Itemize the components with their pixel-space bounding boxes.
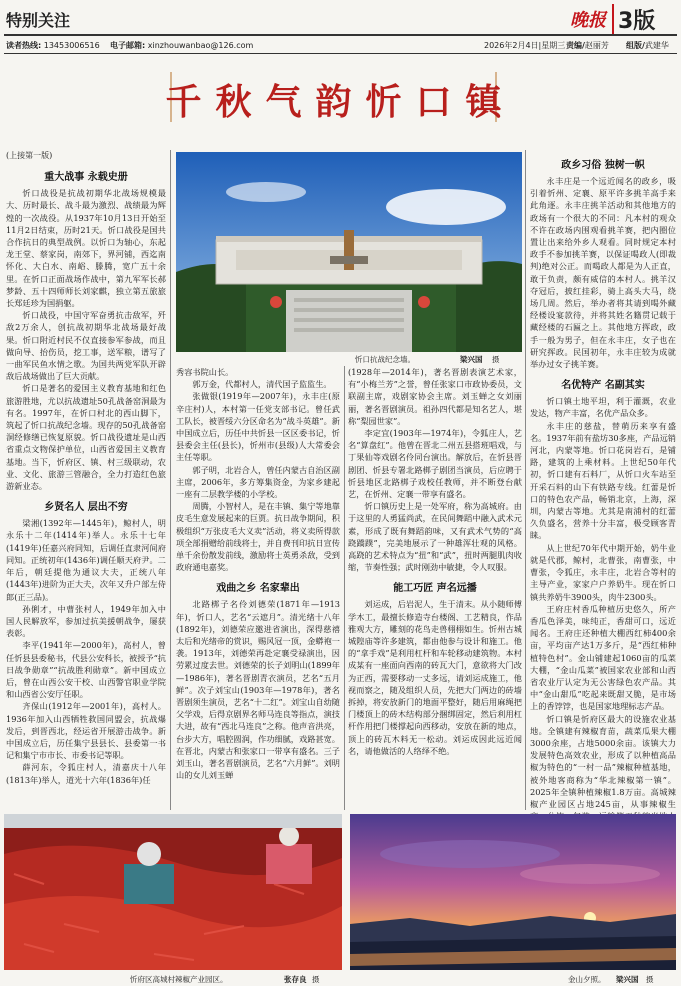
paragraph: 永丰庄的慈盐，替萌历来享有盛名。1937年前有盐坊30多座，产品远销河北，内蒙等地。忻口花岗岩石，是铺路，建筑的上乘材料。上世纪50年代初，忻口建有石料厂，从忻口火车站至开采石料的山下有铁路专线。红蕾是忻口的特色农产品，畅销北京，上海，深圳，内蒙古等地。尤其是南浦村的红蕾久负盛名，营养十分丰富，极受顾客青睐。 — [530, 420, 676, 541]
editor-name: 赵丽芳 — [584, 41, 609, 50]
page-header — [0, 0, 681, 62]
layout-label: 组版/ — [626, 41, 645, 50]
paragraph: 周腾，小智村人，是在丰镇、集宁等地靠皮毛生意发展起来的巨贾。抗日战争期间，积极组织“万张皮毛大义卖”活动，将义卖所得款项全部捐赠给前线将士，并自费刊印抗日宣传单千余份散发前线，激励将士英勇杀敌，受到政府通电嘉奖。 — [176, 501, 340, 573]
masthead-bar — [4, 34, 677, 54]
paragraph: 从上世纪70年代中期开始，奶牛业就是代郡，鲸村，北曹张，南曹张，中曹张，令狐庄，永丰庄，北岩合等村的主导产业，家家户户养奶牛。现在忻口镇共养奶牛3900头，肉牛2300头。 — [530, 542, 676, 602]
page-number: 3版 — [612, 4, 655, 35]
heading-customs: 政乡习俗 独树一帜 — [561, 160, 645, 171]
layout-name: 武建华 — [644, 41, 669, 50]
paragraph: 刘运成，后岩泥人，生于清末。从小随师傅学木工，最擅长修造寺台楼阁、工艺精良，作品雅观大方，雕刻的花鸟走兽栩栩如生。忻州古城城隍庙等许多建筑，都由他参与设计和施工。他的“拿手戏”是利用杠杆和车轮移动建筑物。本村成某有一座面向西南的砖瓦大门，意欲将大门改为正西，需要移动一丈多远，请刘运成施工，他视而察之，随及组织人员，先把大门两边的砖墙拆掉，将安放新门的地面平整好，随后用麻绳把门楼顶上的砖木结构部分捆绑固定，然后利用杠杆作用把门楼撑起向西移动，安放在新的地点，顶上的砖瓦木料无一松动。刘运成因此远近闻名，请他做活的人络绎不绝。 — [348, 599, 522, 756]
heading-specialties: 名优特产 名副其实 — [561, 380, 645, 392]
paragraph: 齐保山(1912年—2001年)，高村人。1936年加入山西牺牲救国同盟会，抗战爆发后，到晋西北，经运省开展游击战争。新中国成立后，历任集宁县县长、县委第一书记和集宁市市长、市委书记等职。 — [6, 701, 166, 761]
hotline-number: 13453006516 — [43, 41, 100, 50]
editor-label: 责编/ — [566, 41, 585, 50]
paragraph: 北路梆子名伶刘德荣(1871年—1913年)，忻口人，艺名“云遮月”。清光绪十八年(1892年)，刘德荣应邀进省演出，深得慈禧太后和光绪帝的赏识，赐风冠一顶，金蟒袍一袭。1913年，刘德荣再赴定襄受禄演出，因劳累过度去世。刘德荣的长子刘明山(1899年—1986年)，著名晋剧青衣演员，艺名“五月鲜”。次子刘宝山(1903年—1978年)，著名晋剧须生演员，艺名“十二红”。刘宝山自幼随父学戏，后得京剧界名师马连良等指点，演技大进，故有“西北马连良”之称。他声音洪亮，台步大方，唱腔圆润，作功细腻，戏路甚宽。在晋北，内蒙古和张家口一带享有盛名。三子刘玉山，著名晋剧演员，艺名“六月鲜”。刘明山的女儿刘玉蝉 — [176, 599, 340, 781]
sunset-photo-credit: 梁兴国 — [616, 975, 639, 984]
paragraph: 梁湘(1392年—1445年)，鲸村人，明永乐十二年(1414年)举人。永乐十七年(1419年)任嘉兴府同知，后调任直隶河间府同知。正统初年(1436年)调任顺天府尹。二年后，朝廷提他为通议大夫，正统八年(1443年)进阶为正大夫，次年又升户部左侍郎(正三品)。 — [6, 518, 166, 602]
newspaper-logo: 晚报 — [570, 10, 606, 31]
paragraph: 永丰庄是一个远近闻名的政乡，吸引着忻州、定襄、原平许多挑羊高手来此角逐。永丰庄挑羊活动和其他地方的政场有一个很大的不同：凡本村的观众不许在政场内围观看挑羊赛，把内圈位置让出来给外乡人观看。同时规定本村政手不参加挑羊赛，以保证喝政人(即裁判)绝对公正。而喝政人都是为人正直，敢于负责，颇有威信的本村人。挑羊汉夺冠后，披红挂彩，骑上高头大马，绕场几周。然后，举办者将其请到喝外藏经楼设宴款待，并将其姓名籍贯记载于藏经楼的石匾之上。其他地方挥政，政手一般为男子，但在永丰庄，女子也在研究挥政。民国初年，永丰庄较为成就举办过女子挑羊赛。 — [530, 176, 676, 370]
paragraph: 忻口镇土地平坦，利于灌溉，农业发达，物产丰富，名优产品众多。 — [530, 396, 676, 419]
heading-opera: 戏曲之乡 名家辈出 — [216, 583, 300, 595]
heading-notable-people: 乡贤名人 层出不穷 — [44, 502, 128, 514]
column-4 — [530, 150, 676, 810]
memorial-wall-image — [176, 152, 522, 352]
paragraph: 秀容书院山长。 — [176, 367, 234, 377]
sunset-image — [350, 814, 676, 970]
paragraph: 李平(1941年—2000年)，高村人，曾任忻县县委秘书，代县公安科长，被授予“抗日战争勋章”“抗战胜利勋章”。新中国成立后，曾在山西公安干校、山西警官职业学院和山西省公安厅任职。 — [6, 640, 166, 700]
paragraph: 忻口战役是抗战初期华北战场规模最大、历时最长、战斗最为激烈、战绩最为辉煌的一次战役。从1937年10月13日开始至11月2日结束，历时21天。忻口战役是国共合作抗日的典型战例。以忻口为轴心，东起龙王堂、蔡家岗，南郊下，界河铺，西迄南怀化、大白水、南峪、滕腾，宽广五十余里。在忻口正面战场作战中，第九军军长郝梦龄、五十四师师长刘家麒，独立第五旅旅长郑廷珍为国捐躯。 — [6, 188, 166, 309]
paragraph: 张做银(1919年—2007年)，永丰庄(原辛庄村)人，本村第一任党支部书记。曾任武工队长，被晋绥六分区命名为“战斗英雄”。新中国成立后，历任中共忻县一区区委书记，忻县委会主任(县长)，忻州市(县级)人大常委会主任等职。 — [176, 391, 340, 463]
headline-title: 千秋气韵忻口镇 — [165, 81, 516, 123]
heading-craftsmen: 能工巧匠 声名远播 — [393, 583, 477, 595]
column-3 — [348, 366, 522, 810]
email-label: 电子邮箱: — [110, 41, 146, 50]
paragraph: 王府庄村香瓜种植历史悠久，所产香瓜色泽美，味纯正，香甜可口，远近闻名。王府庄还种植大棚西红柿400余亩，平均亩产达1万多斤，是“西红柿种植特色村”。金山铺建起1060亩的瓜菜大棚，“金山瓜菜”被国家农业部和山西省农业厅认定为无公害绿色农产品。其中“金山甜瓜”吃起来既甜又脆，是市场上的香饽饽，也是国家地理标志产品。 — [530, 603, 676, 712]
paragraph: 薛河东，令狐庄村人，清嘉庆十八年(1813年)举人，道光十六年(1836年)任 — [6, 762, 166, 785]
pepper-photo-credit-suffix: 摄 — [312, 975, 320, 984]
issue-date: 2026年2月4日|星期三 — [484, 41, 566, 50]
column-1 — [6, 150, 166, 810]
memorial-wall-photo — [176, 152, 522, 352]
hotline-label: 读者热线: — [6, 41, 42, 50]
paragraph: (1928年—2014年)，著名晋剧表演艺术家，有“小梅兰芳”之誉，曾任张家口市政协委员，文联副主席，戏剧家协会主席。刘玉蝉之女刘丽丽，著名晋剧演员。祖孙四代都是知名艺人，堪称“梨园世家”。 — [348, 367, 522, 426]
sunset-photo-caption: 金山夕照。 — [568, 975, 606, 984]
pepper-photo-caption: 忻府区高城村辣椒产业园区。 — [130, 975, 228, 984]
memorial-wall-caption: 忻口抗战纪念墙。 — [355, 355, 415, 364]
column-2 — [176, 366, 340, 810]
email-address[interactable]: xinzhouwanbao@126.com — [147, 41, 254, 50]
pepper-industry-image — [4, 814, 342, 970]
headline-banner — [0, 62, 681, 148]
paragraph: 忻口战役，中国守军奋勇抗击敌军，歼敌2万余人，创抗战初期华北战场最好战果。忻口附近村民不仅直接参军参战，而且做向导、抬伤员，挖工事，送军粮，谱写了一曲军民鱼水情之歌。为国共两党军队开辟敌后战场做出了巨大贡献。 — [6, 310, 166, 382]
column-divider — [344, 366, 345, 810]
paragraph: 忻口镇历史上是一处军府，称为高城府。由于这里的人勇猛尚武，在民间舞蹈中融入武术元素，形成了既有舞蹈韵味，又有武术气势的“高跷蹻蹼”，完美地展示了一种雄浑壮观的风格。高跷的艺术特点为“扭”和“武”，扭时两腿肌肉收缩，节奏性强；武时刚劲中敏捷，令人叹服。 — [348, 501, 522, 573]
section-title: 特别关注 — [6, 11, 71, 30]
paragraph: 忻口是著名的爱国主义教育基地和红色旅游胜地，尤以抗战遗址50孔战备窑洞最为有名。1997年，在忻口村北的西山脚下，筑起了忻口抗战纪念墙。现存的50孔战备窑洞经修缮已恢复原貌。忻口战役遗址是山西省重点文物保护单位，山西省爱国主义教育基地。当下，忻府区、镇、村三级联动，农业、文化、旅游三管融合，全力打造红色旅游新业态。 — [6, 383, 166, 492]
pepper-photo-credit: 张存良 — [284, 975, 307, 984]
memorial-wall-credit: 梁兴国 — [460, 355, 483, 364]
continued-from-note: (上接第一版) — [6, 151, 53, 160]
memorial-wall-credit-suffix: 摄 — [492, 355, 500, 364]
paragraph: 郭子明，北岩合人，曾任内蒙古自治区副主席，2006年，多方筹集资金，为家乡建起一座有二层教学楼的小学校。 — [176, 464, 340, 500]
column-divider — [170, 150, 171, 810]
paragraph: 李定宜(1903年—1974年)，令狐庄人，艺名“算盘红”。他曾在晋北二州五县搭班唱戏，与丁果仙等戏剧名伶同台演出。解放后，在忻县晋剧团、忻县专署北路梆子剧团当演员，后应聘于忻县地区北路梆子戏校任教师，并不断登台献艺，在忻州、定襄一带享有盛名。 — [348, 428, 522, 500]
heading-major-battle: 重大战事 永载史册 — [44, 172, 128, 184]
column-divider — [525, 150, 526, 810]
paragraph: 郭万金，代都村人，清代国子监监生。 — [192, 379, 332, 390]
paragraph: 孙俐才，中曹张村人，1949年加入中国人民解放军，参加过抗美援朝战争，屡获表彰。 — [6, 603, 166, 639]
sunset-photo — [350, 814, 676, 970]
pepper-industry-photo — [4, 814, 342, 970]
paragraph: 忻口镇是忻府区最大的设施农业基地。全镇建有辣椒育苗，蔬菜瓜果大棚3000余座，占地5000余亩。该镇大力发展特色高效农业，形成了以种植高品椒为特色的“一村一品”辣椒种植基地，被外地客商称为“华北辣椒第一镇”。2025年全镇种植辣椒1.8万亩。高城辣椒产业园区占地245亩，从事辣椒生 — [530, 713, 676, 809]
sunset-photo-credit-suffix: 摄 — [646, 975, 654, 984]
